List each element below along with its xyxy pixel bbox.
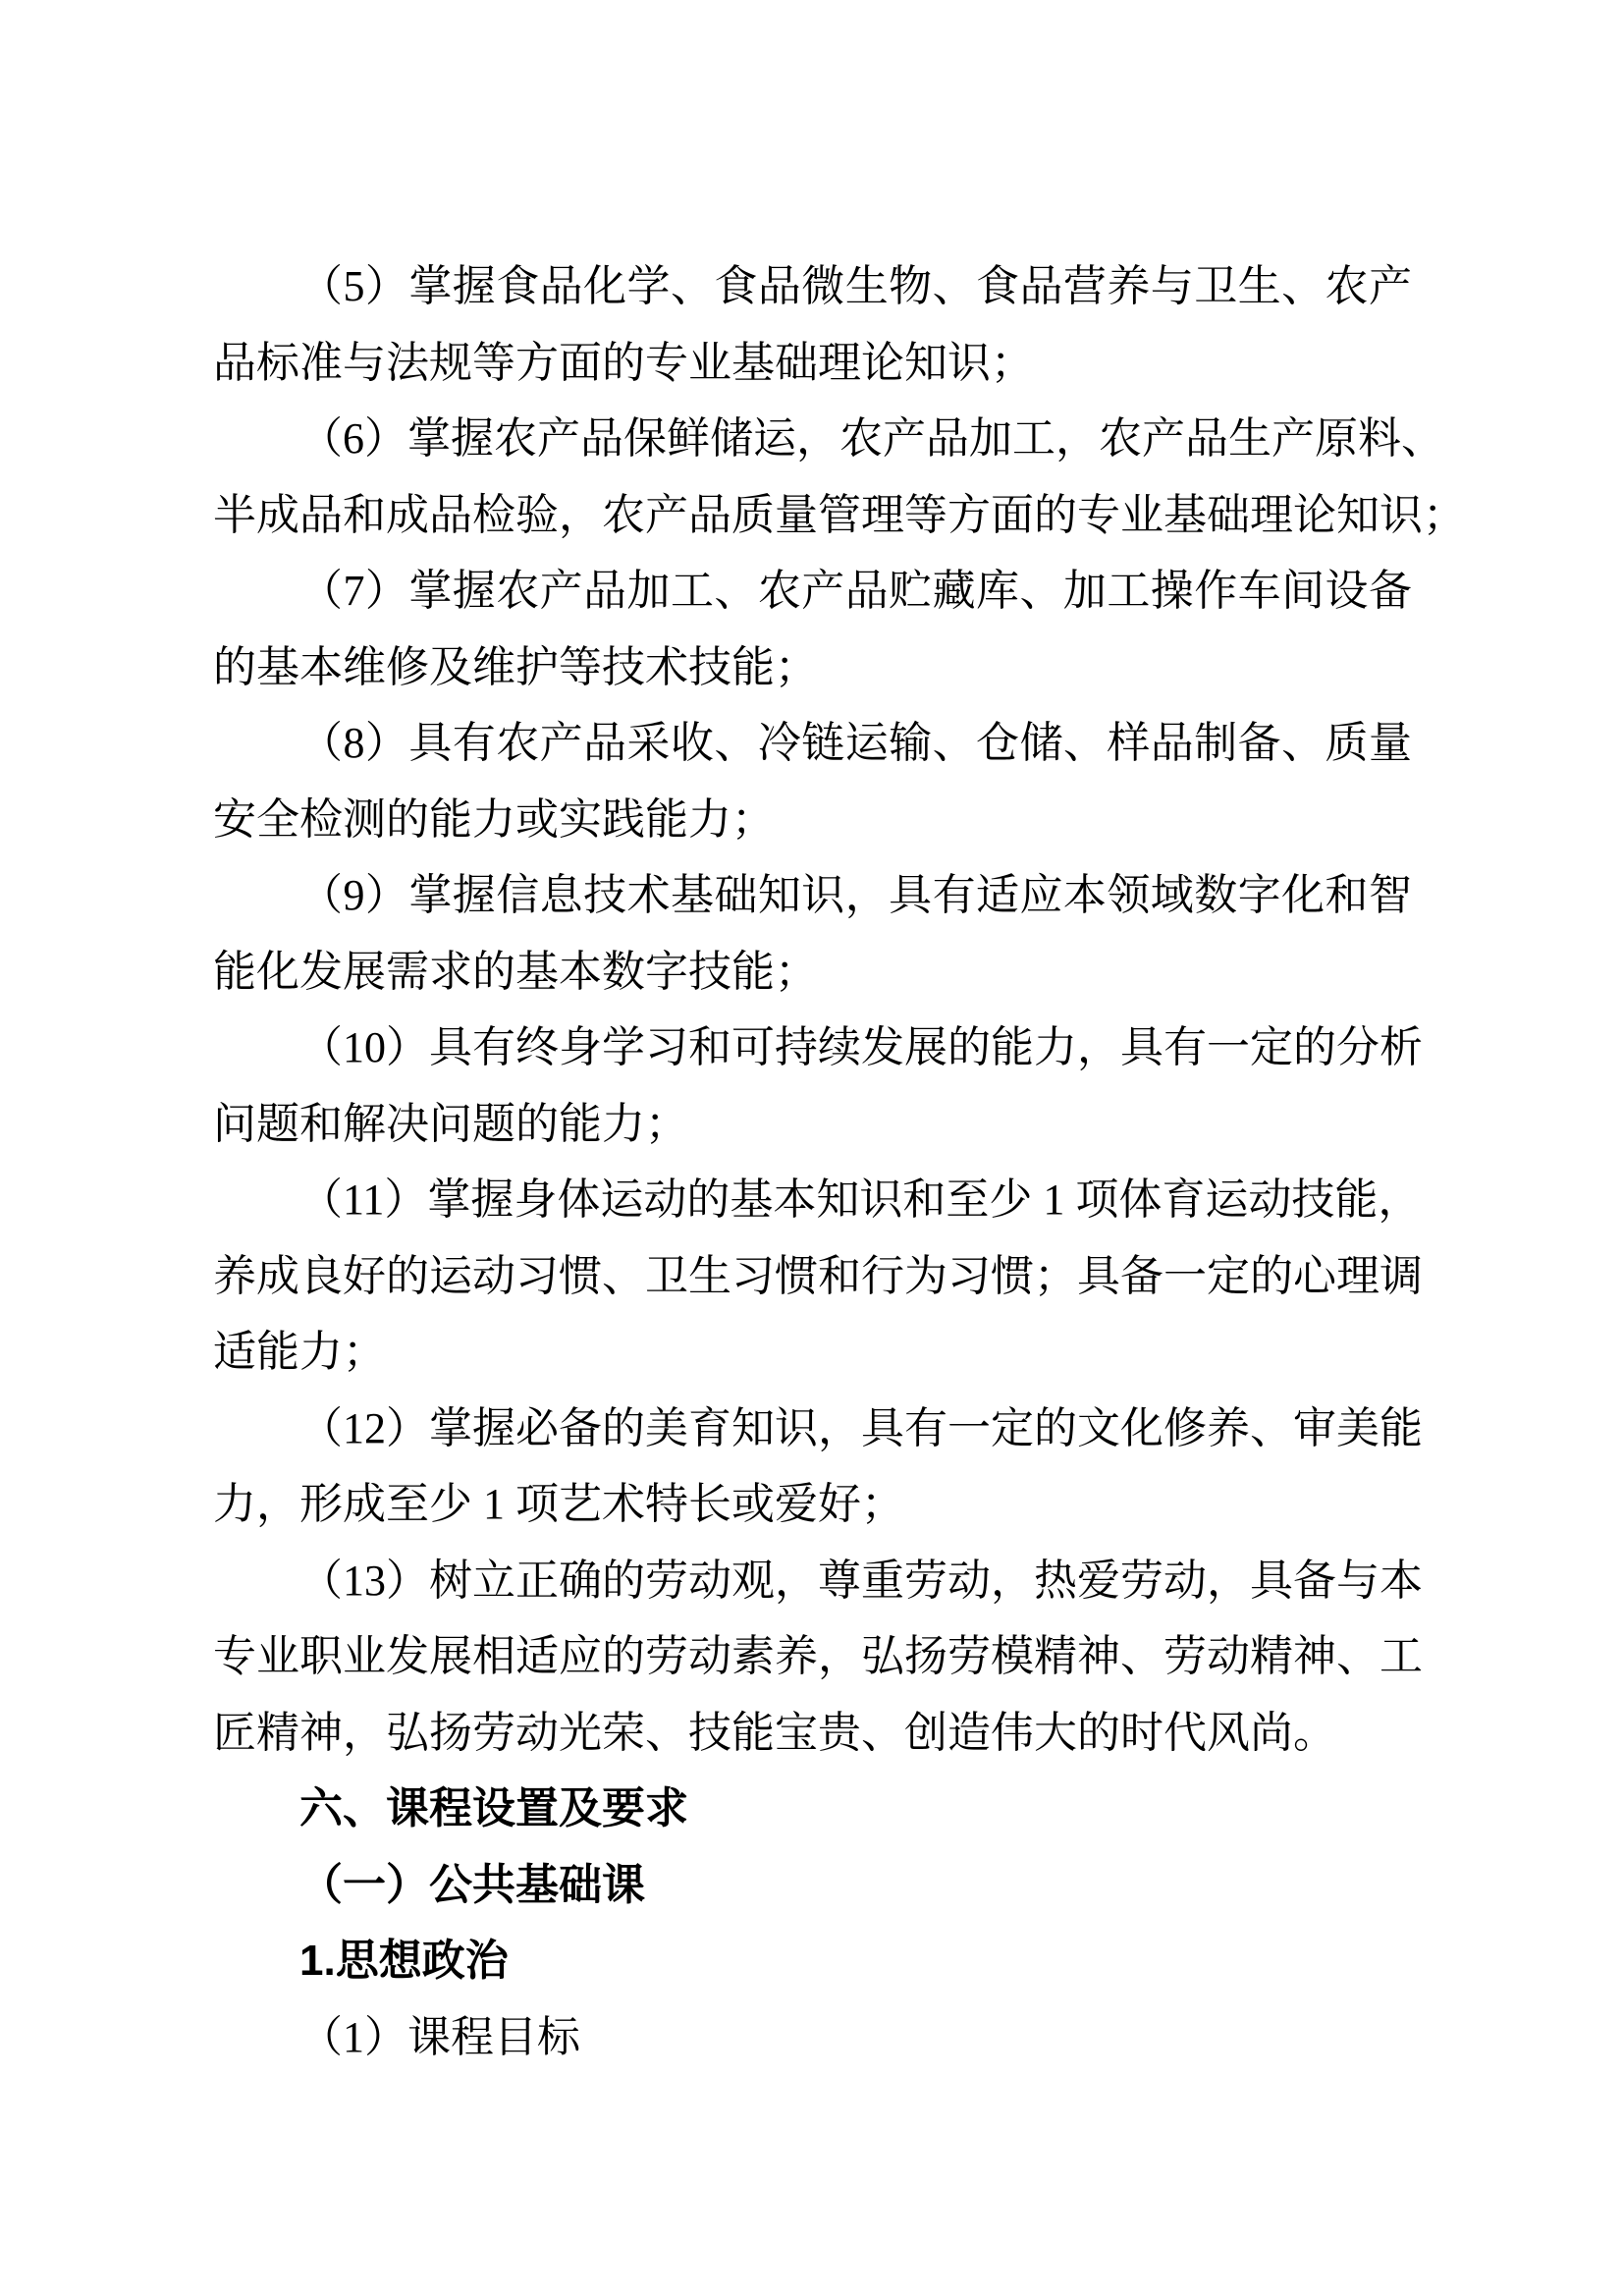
text-line: （5）掌握食品化学、食品微生物、食品营养与卫生、农产	[299, 262, 1412, 310]
paragraph	[213, 1162, 1423, 1391]
paragraph	[213, 1010, 1423, 1162]
paragraph	[213, 1543, 1423, 1772]
text-line: （13）树立正确的劳动观，尊重劳动，热爱劳动，具备与本	[299, 1556, 1423, 1605]
text-line: 半成品和成品检验，农产品质量管理等方面的专业基础理论知识；	[213, 490, 1466, 539]
text-line: （10）具有终身学习和可持续发展的能力，具有一定的分析	[299, 1023, 1423, 1071]
text-line: 安全检测的能力或实践能力；	[213, 794, 775, 844]
paragraph	[213, 1999, 1412, 2076]
text-line: （1）课程目标	[299, 2012, 580, 2061]
paragraph	[213, 553, 1412, 705]
text-line: 问题和解决问题的能力；	[213, 1099, 688, 1148]
text-line: （一）公共基础课	[299, 1860, 645, 1909]
text-line: 品标准与法规等方面的专业基础理论知识；	[213, 338, 1034, 387]
text-line: 适能力；	[213, 1328, 386, 1376]
paragraph	[213, 1391, 1423, 1543]
text-line: 力，形成至少 1 项艺术特长或爱好；	[213, 1480, 904, 1528]
paragraph	[213, 705, 1412, 857]
text-line: 的基本维修及维护等技术技能；	[213, 642, 818, 691]
document-text-block	[213, 248, 1466, 2075]
text-line: （12）掌握必备的美育知识，具有一定的文化修养、审美能	[299, 1403, 1423, 1452]
text-line: （7）掌握农产品加工、农产品贮藏库、加工操作车间设备	[299, 567, 1412, 615]
text-line: 养成良好的运动习惯、卫生习惯和行为习惯；具备一定的心理调	[213, 1251, 1423, 1300]
text-line: 专业职业发展相适应的劳动素养，弘扬劳模精神、劳动精神、工	[213, 1632, 1423, 1680]
text-line: 六、课程设置及要求	[299, 1784, 688, 1832]
text-line: （6）掌握农产品保鲜储运，农产品加工，农产品生产原料、	[299, 414, 1444, 463]
text-line: （11）掌握身体运动的基本知识和至少 1 项体育运动技能，	[299, 1175, 1422, 1224]
paragraph	[213, 857, 1412, 1010]
section-heading	[213, 1771, 1412, 1847]
text-line: 匠精神，弘扬劳动光荣、技能宝贵、创造伟大的时代风尚。	[213, 1708, 1336, 1757]
section-heading	[213, 1923, 1412, 1999]
text-line: 1.思想政治	[299, 1937, 509, 1985]
text-line: （8）具有农产品采收、冷链运输、仓储、样品制备、质量	[299, 719, 1412, 767]
paragraph	[213, 248, 1412, 401]
text-line: （9）掌握信息技术基础知识，具有适应本领域数字化和智	[299, 871, 1412, 919]
section-heading	[213, 1847, 1412, 1924]
text-line: 能化发展需求的基本数字技能；	[213, 947, 818, 996]
paragraph	[213, 401, 1466, 553]
